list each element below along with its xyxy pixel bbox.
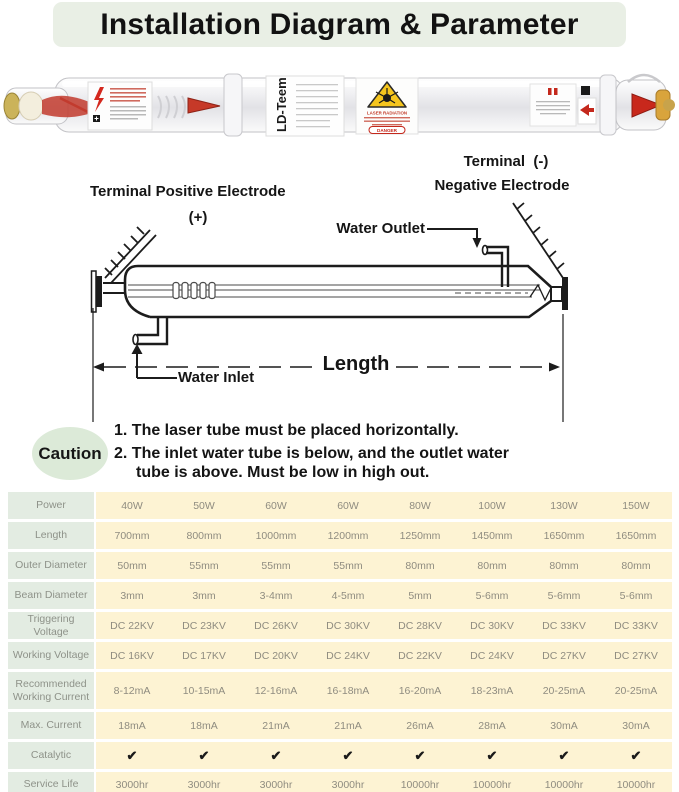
row-value: DC 22KV [384,642,456,669]
row-value: 3-4mm [240,582,312,609]
row-value: 55mm [312,552,384,579]
row-label: Beam Diameter [8,582,96,609]
row-value: DC 17KV [168,642,240,669]
row-value: 4-5mm [312,582,384,609]
row-value: 3mm [168,582,240,609]
row-value: DC 30KV [312,612,384,639]
row-value: 30mA [600,712,672,739]
row-value: 55mm [168,552,240,579]
row-label: Triggering Voltage [8,612,96,639]
row-value: DC 30KV [456,612,528,639]
row-value: 60W [312,492,384,519]
row-value: ✔ [96,742,168,769]
row-value: 8-12mA [96,672,168,709]
page-title: Installation Diagram & Parameter [100,7,579,41]
row-value: 800mm [168,522,240,549]
row-value: DC 23KV [168,612,240,639]
row-value: 5-6mm [528,582,600,609]
row-value: 18-23mA [456,672,528,709]
logo-mark [554,88,558,95]
row-value: 1200mm [312,522,384,549]
length-label: Length [322,353,390,375]
row-value: 21mA [240,712,312,739]
row-value: DC 26KV [240,612,312,639]
collar-ring-right [600,75,616,135]
row-value: DC 28KV [384,612,456,639]
row-value: 30mA [528,712,600,739]
row-value: DC 24KV [312,642,384,669]
row-value: DC 22KV [96,612,168,639]
row-value: 1450mm [456,522,528,549]
row-value: 130W [528,492,600,519]
title-banner [53,2,626,47]
white-cap [19,92,43,120]
row-label: Catalytic [8,742,96,769]
row-value: DC 24KV [456,642,528,669]
caution-note-1: 1. The laser tube must be placed horizontally. [114,422,459,439]
laser-tube-photo [0,60,679,148]
brand-vertical-text: LD-Teem [274,77,289,132]
row-value: 3000hr [96,772,168,792]
row-value: 16-20mA [384,672,456,709]
row-value: 80mm [528,552,600,579]
row-value: 80mm [384,552,456,579]
caution-badge [32,427,108,480]
row-value: 16-18mA [312,672,384,709]
row-value: 50W [168,492,240,519]
row-value: 1650mm [600,522,672,549]
row-value: ✔ [528,742,600,769]
row-value: ✔ [384,742,456,769]
row-value: 21mA [312,712,384,739]
row-label: Outer Diameter [8,552,96,579]
table-row [8,642,672,669]
row-value: 80W [384,492,456,519]
table-row [8,522,672,549]
table-row [8,742,672,769]
caution-note-2-line1: 2. The inlet water tube is below, and the outlet water [114,445,510,462]
row-value: DC 33KV [600,612,672,639]
row-value: 5-6mm [456,582,528,609]
row-value: ✔ [240,742,312,769]
table-row [8,612,672,639]
terminal-negative-label-line1: Terminal (-) [463,153,549,170]
row-label: Service Life [8,772,96,792]
water-inlet-arrow [132,344,178,378]
right-terminal [551,277,568,310]
row-value: 150W [600,492,672,519]
black-square-mark [581,86,590,95]
table-row [8,582,672,609]
row-value: 80mm [456,552,528,579]
row-label: Max. Current [8,712,96,739]
coil-section [173,283,215,299]
row-value: DC 20KV [240,642,312,669]
positive-sign-label: (+) [188,209,208,226]
laser-radiation-text: LASER RADIATION [366,110,408,116]
installation-diagram [0,150,679,422]
positive-wire [105,227,156,283]
row-value: 55mm [240,552,312,579]
table-row [8,552,672,579]
row-value: 18mA [96,712,168,739]
terminal-positive-label: Terminal Positive Electrode [90,183,286,200]
danger-text: DANGER [377,128,397,133]
row-value: 10000hr [600,772,672,792]
row-value: ✔ [168,742,240,769]
caution-badge-text: Caution [38,443,102,463]
row-value: DC 16KV [96,642,168,669]
end-zigzag [530,285,551,300]
row-value: 3000hr [240,772,312,792]
row-value: 12-16mA [240,672,312,709]
row-value: 700mm [96,522,168,549]
row-value: 10000hr [384,772,456,792]
row-value: 50mm [96,552,168,579]
water-outlet-leader [427,229,482,248]
water-inlet-label: Water Inlet [178,369,255,386]
row-value: 1000mm [240,522,312,549]
row-value: 20-25mA [528,672,600,709]
table-row [8,492,672,519]
row-label: Power [8,492,96,519]
parameter-table [8,492,672,792]
row-value: 1250mm [384,522,456,549]
row-value: 18mA [168,712,240,739]
row-value: 10000hr [456,772,528,792]
table-row [8,772,672,792]
row-value: 5-6mm [600,582,672,609]
water-inlet-pipe [133,317,167,345]
caution-note-2-line2: tube is above. Must be low in high out. [136,464,430,481]
row-value: 5mm [384,582,456,609]
row-value: 1650mm [528,522,600,549]
tube-outline [125,266,551,317]
collar-ring [224,74,242,136]
table-row [8,712,672,739]
row-label: Length [8,522,96,549]
row-value: ✔ [312,742,384,769]
row-value: 3000hr [168,772,240,792]
terminal-negative-label-line2: Negative Electrode [434,177,570,194]
row-value: 100W [456,492,528,519]
gold-tip [4,93,20,119]
row-value: ✔ [456,742,528,769]
row-value: 10000hr [528,772,600,792]
row-value: 60W [240,492,312,519]
row-value: 3000hr [312,772,384,792]
row-label: Recommended Working Current [8,672,96,709]
row-value: 3mm [96,582,168,609]
row-value: 40W [96,492,168,519]
row-value: DC 27KV [528,642,600,669]
row-value: 10-15mA [168,672,240,709]
row-value: 20-25mA [600,672,672,709]
table-row [8,672,672,709]
gold-crust [663,99,675,111]
row-label: Working Voltage [8,642,96,669]
row-value: DC 33KV [528,612,600,639]
inner-capillary [128,285,540,297]
row-value: 28mA [456,712,528,739]
water-outlet-label: Water Outlet [336,220,425,237]
left-terminal [92,271,126,312]
row-value: ✔ [600,742,672,769]
row-value: 26mA [384,712,456,739]
logo-mark [548,88,552,95]
row-value: DC 27KV [600,642,672,669]
row-value: 80mm [600,552,672,579]
